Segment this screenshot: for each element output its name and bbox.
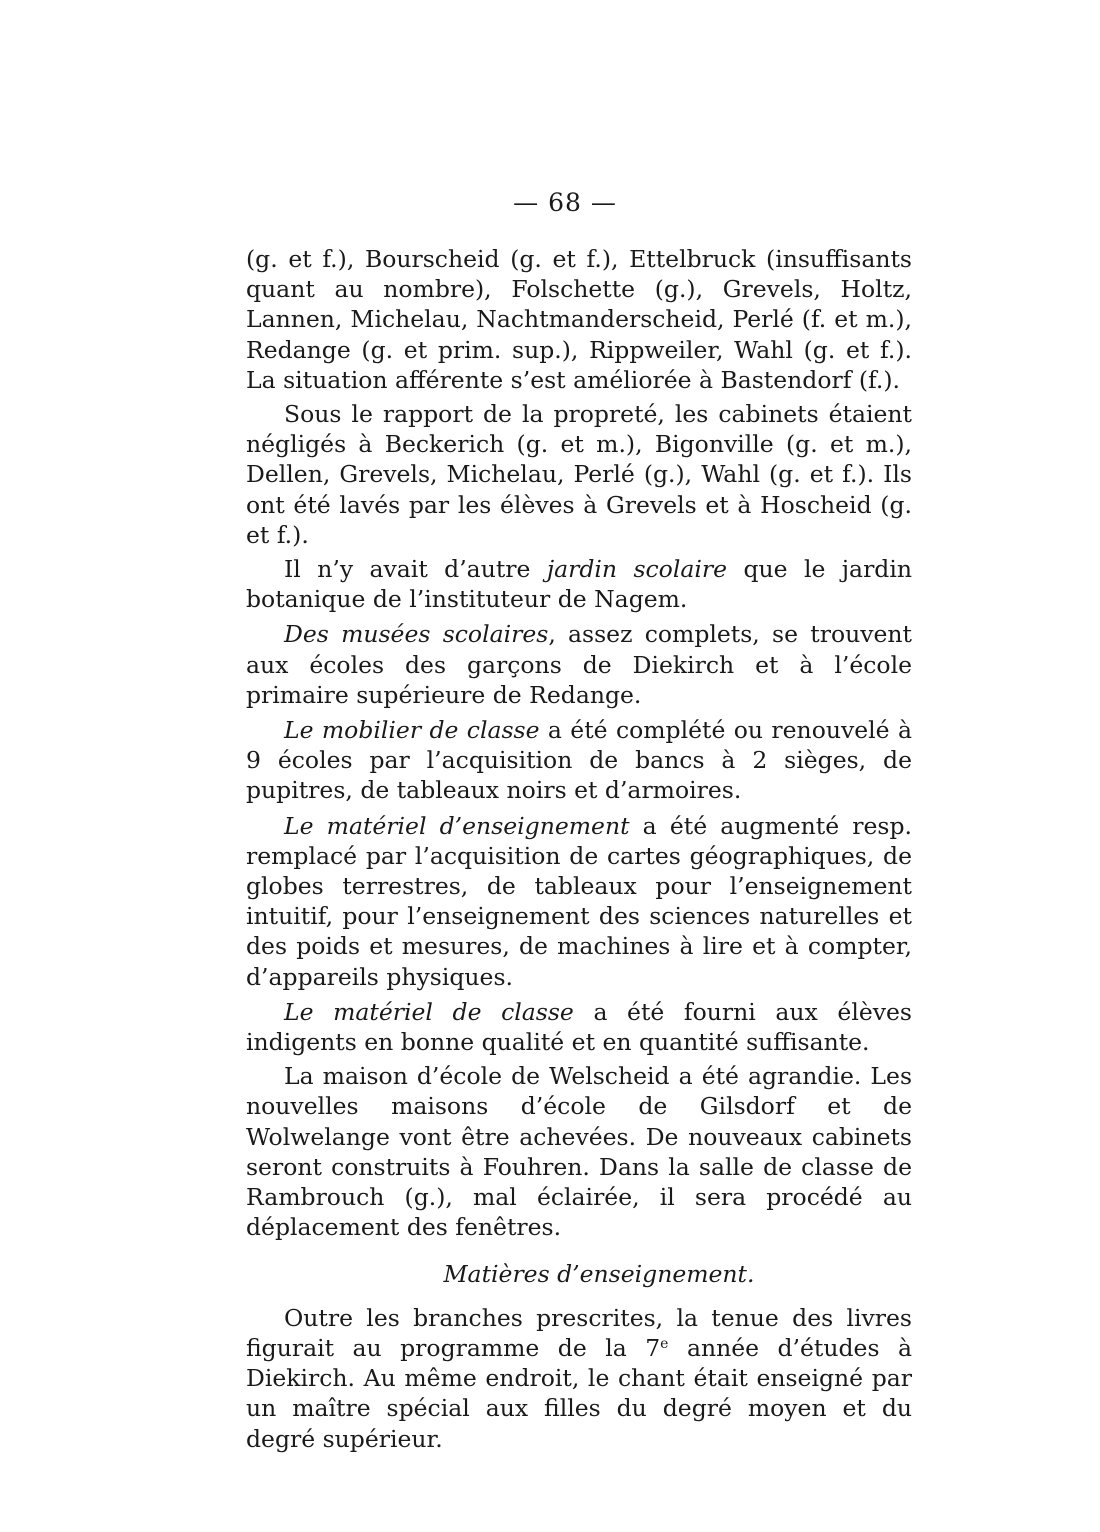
- page-number: — 68 —: [513, 188, 617, 217]
- p4-rest: , assez complets, se trouvent aux écoles des garçons de Diekirch et à l’école primaire supérieure de Redange.: [246, 620, 912, 709]
- p9-lead: Outre les branches prescrites, la tenue des livres figurait au programme de la 7: [246, 1303, 912, 1362]
- paragraph-continuation: (g. et f.), Bourscheid (g. et f.), Ettelbruck (insuffisants quant au nombre), Folschette (g.), Grevels, Holtz, Lannen, Michelau, Nachtmanderscheid, Perlé (f. et m.), Redange (g. et prim. sup.), Rippweiler, Wahl (g. et f.). La situation afférente s’est améliorée à Bastendorf (f.).: [246, 245, 912, 394]
- p9-rest: année d’études à Diekirch. Au même endroit, le chant était enseigné par un maître spécial aux filles du degré moyen et du degré supérieur.: [246, 1333, 912, 1453]
- p4-italic: Des musées scolaires: [284, 620, 549, 649]
- p9-superscript: e: [660, 1335, 669, 1352]
- p5-rest: a été complété ou renouvelé à 9 écoles par l’acquisition de bancs à 2 sièges, de pupitres, de tableaux noirs et d’armoires.: [246, 716, 912, 805]
- paragraph-subjects: [246, 1303, 912, 1454]
- p7-italic: Le matériel de classe: [284, 997, 574, 1026]
- p3-rest: que le jardin botanique de l’instituteur de Nagem.: [246, 555, 912, 614]
- paragraph-cleanliness: Sous le rapport de la propreté, les cabinets étaient négligés à Beckerich (g. et m.), Bigonville (g. et m.), Dellen, Grevels, Michelau, Perlé (g.), Wahl (g. et f.). Ils ont été lavés par les élèves à Grevels et à Hoscheid (g. et f.).: [246, 400, 912, 549]
- paragraph-class-material: [246, 997, 912, 1057]
- p6-italic: Le matériel d’enseignement: [284, 811, 630, 840]
- paragraph-school-museums: [246, 619, 912, 710]
- p3-italic: jardin scolaire: [546, 555, 728, 584]
- body-text: [246, 244, 912, 1454]
- section-heading: Matières d’enseignement.: [443, 1259, 755, 1288]
- paragraph-school-buildings: La maison d’école de Welscheid a été agrandie. Les nouvelles maisons d’école de Gilsdorf et de Wolwelange vont être achevées. De nouveaux cabinets seront construits à Fouhren. Dans la salle de classe de Rambrouch (g.), mal éclairée, il sera procédé au déplacement des fenêtres.: [246, 1062, 912, 1242]
- paragraph-school-garden: [246, 554, 912, 614]
- p5-italic: Le mobilier de classe: [284, 716, 540, 745]
- paragraph-class-furniture: [246, 715, 912, 806]
- p6-rest: a été augmenté resp. remplacé par l’acquisition de cartes géographiques, de globes terrestres, de tableaux pour l’enseignement intuitif, pour l’enseignement des sciences naturelles et des poids et mesures, de machines à lire et à compter, d’appareils physiques.: [246, 811, 912, 991]
- p3-lead: Il n’y avait d’autre: [284, 555, 547, 584]
- paragraph-teaching-material: [246, 811, 912, 992]
- p7-rest: a été fourni aux élèves indigents en bonne qualité et en quantité suffisante.: [246, 997, 912, 1057]
